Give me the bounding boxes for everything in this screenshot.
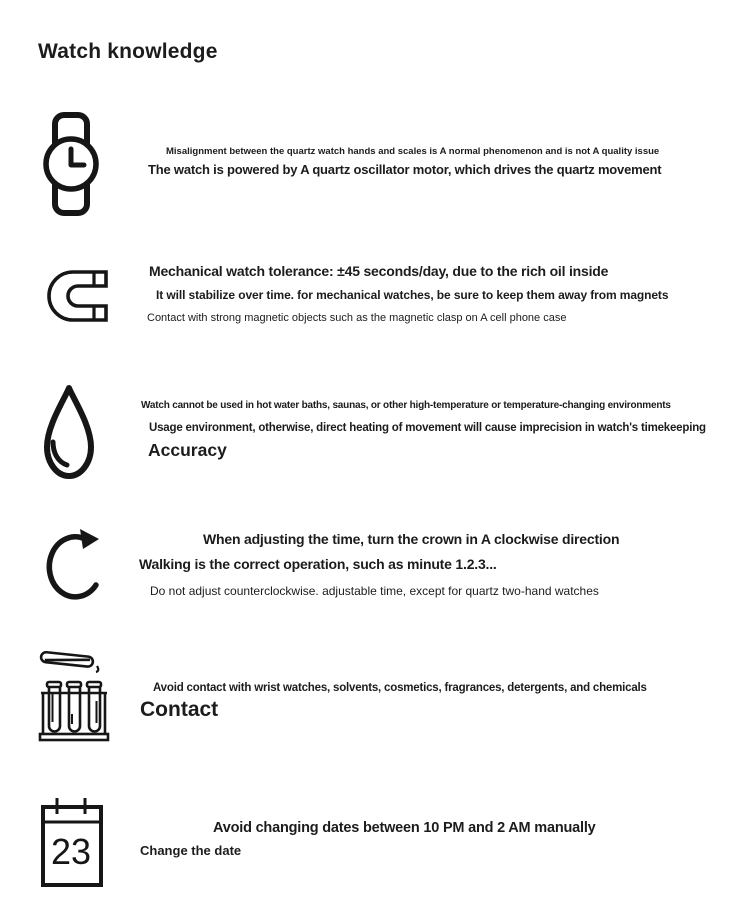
water-drop-icon: [40, 382, 98, 482]
test-tubes-icon: [38, 646, 110, 746]
wristwatch-icon: [42, 112, 100, 216]
quartz-misalignment-note: Misalignment between the quartz watch hands and scales is A normal phenomenon and is not A quality issue: [166, 146, 660, 157]
quartz-movement-description: The watch is powered by A quartz oscillator motor, which drives the quartz movement: [148, 162, 662, 177]
date-change-warning-title: Avoid changing dates between 10 PM and 2 AM manually: [213, 820, 596, 836]
magnetic-objects-note: Contact with strong magnetic objects such as the magnetic clasp on A cell phone case: [147, 312, 567, 324]
clockwise-rotation-icon: [42, 527, 106, 609]
contact-heading: Contact: [140, 698, 219, 721]
change-the-date-label: Change the date: [140, 843, 242, 858]
hot-water-warning-note: Watch cannot be used in hot water baths, saunas, or other high-temperature or temperature-changing environments: [141, 400, 671, 411]
usage-environment-line: Usage environment, otherwise, direct heating of movement will cause imprecision in watch's timekeeping: [149, 422, 706, 434]
chemical-avoidance-line: Avoid contact with wrist watches, solvents, cosmetics, fragrances, detergents, and chemicals: [153, 682, 647, 694]
crown-adjustment-title: When adjusting the time, turn the crown in A clockwise direction: [203, 531, 620, 547]
calendar-icon: [40, 796, 104, 888]
magnet-icon: [42, 266, 110, 326]
calendar-day-number: 23: [50, 831, 92, 872]
page-title: Watch knowledge: [38, 40, 218, 63]
counterclockwise-warning-note: Do not adjust counterclockwise. adjustable time, except for quartz two-hand watches: [150, 584, 599, 598]
accuracy-heading: Accuracy: [148, 440, 227, 460]
mechanical-tolerance-title: Mechanical watch tolerance: ±45 seconds/day, due to the rich oil inside: [149, 263, 609, 279]
magnet-warning-line: It will stabilize over time. for mechanical watches, be sure to keep them away from magnets: [156, 288, 669, 302]
correct-operation-line: Walking is the correct operation, such as minute 1.2.3...: [139, 556, 497, 572]
